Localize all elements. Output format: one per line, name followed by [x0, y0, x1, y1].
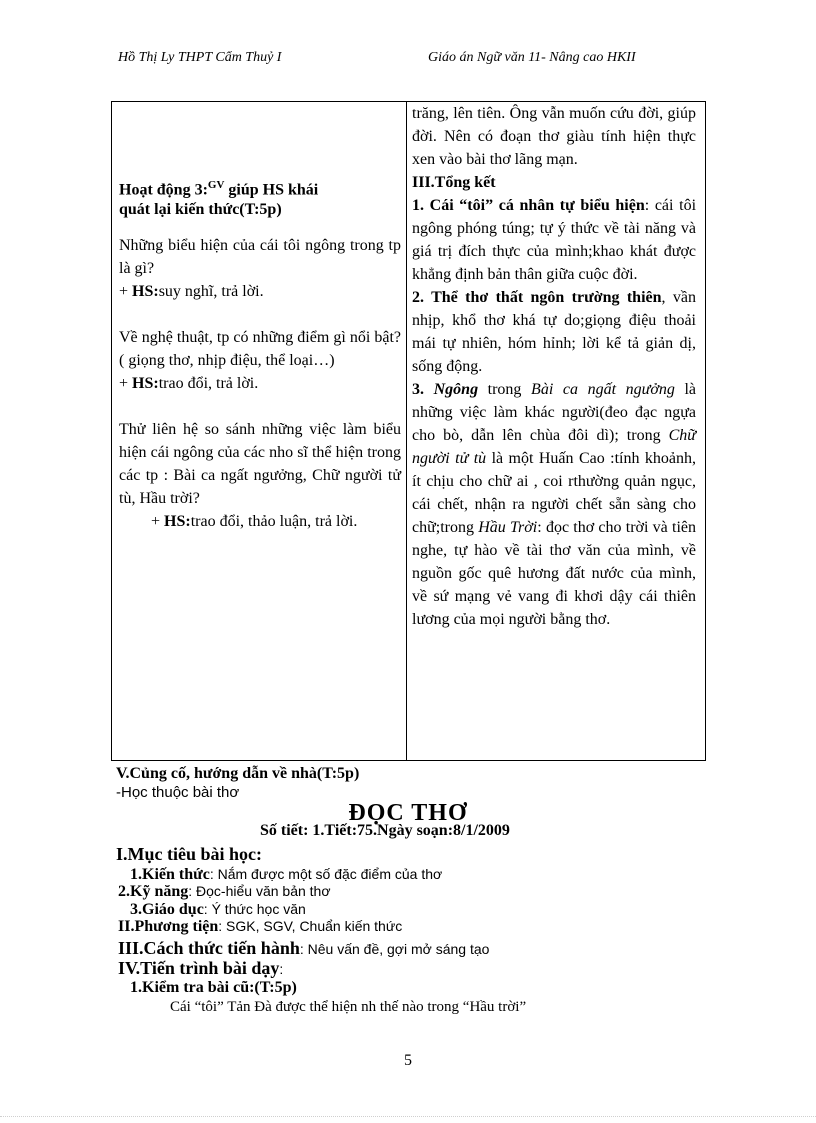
materials-line: II.Phương tiện: SGK, SGV, Chuẩn kiến thức [118, 918, 403, 935]
objective-knowledge: 1.Kiến thức: Nắm được một số đặc điểm của thơ [130, 866, 443, 883]
summary-item-3: 3. Ngông trong Bài ca ngất ngưởng là những việc làm khác người(đeo đạc ngựa cho bò, dẫn lên chùa đôi dì); trong Chữ người tử tù là một Huấn Cao :tính khoảnh, ít chịu cho chữ ai , coi rthường quản ngục, cái chết, nhận ra người chết sẵn sàng cho chữ;trong Hầu Trời: đọc thơ cho trời và tiên nghe, tự hào về tài thơ văn của mình, về nguồn gốc quê hương đất nước của mình, về sứ mạng vẻ vang đi khơi dậy cái thiên lương của mọi người bằng thơ. [412, 381, 697, 628]
summary-item-1: 1. Cái “tôi” cá nhân tự biểu hiện: cái tôi ngông phóng túng; tự ý thức về tài năng và giá trị đích thực của mình;khao khát được khẳng định bản thân giữa cuộc đời. [412, 197, 697, 283]
question-2: Về nghệ thuật, tp có những điểm gì nổi bật?( giọng thơ, nhịp điệu, thể loại…) [119, 329, 401, 370]
question-1: Những biểu hiện của cái tôi ngông trong tp là gì? [119, 237, 401, 278]
objective-skills: 2.Kỹ năng: Đọc-hiểu văn bản thơ [118, 883, 331, 900]
page-bottom-divider [0, 1116, 816, 1117]
objectives-heading: I.Mục tiêu bài học: [116, 844, 262, 864]
methods-line: III.Cách thức tiến hành: Nêu vấn đề, gợi mở sáng tạo [118, 938, 490, 958]
page-number: 5 [404, 1052, 412, 1069]
content-column [407, 102, 705, 760]
homework-check-heading: 1.Kiểm tra bài cũ:(T:5p) [130, 979, 297, 996]
teacher-student-column [112, 102, 407, 760]
summary-heading: III.Tổng kết [412, 174, 496, 191]
activity-heading: Hoạt động 3:$^{GV}$ giúp HS khái quát lại kiến thức(T:5p) [119, 179, 319, 219]
procedure-heading: IV.Tiến trình bài dạy: [118, 958, 284, 978]
answer-2: + HS:trao đổi, trả lời. [119, 375, 259, 393]
objective-education: 3.Giáo dục: Ý thức học văn [130, 901, 306, 918]
lesson-meta: Số tiết: 1.Tiết:75.Ngày soạn:8/1/2009 [260, 822, 510, 839]
lesson-table [111, 101, 706, 761]
header-author: Hồ Thị Ly THPT Cẩm Thuỷ I [118, 50, 282, 65]
section-v-heading: V.Củng cố, hướng dẫn về nhà(T:5p) [116, 765, 360, 782]
answer-1: + HS:suy nghĩ, trả lời. [119, 283, 264, 301]
activity-sup: GV [207, 179, 225, 191]
section-v-body: -Học thuộc bài thơ [116, 784, 240, 801]
lesson-title: ĐỌC THƠ [348, 800, 468, 826]
homework-question: Cái “tôi” Tản Đà được thể hiện nh thế nào trong “Hầu trời” [170, 999, 527, 1015]
question-3: Thử liên hệ so sánh những việc làm biểu hiện cái ngông của các nho sĩ thể hiện trong các tp : Bài ca ngất ngưởng, Chữ người tử tù, Hầu trời? [119, 421, 401, 508]
header-course: Giáo án Ngữ văn 11- Nâng cao HKII [428, 50, 636, 65]
answer-3: + HS:trao đổi, thảo luận, trả lời. [151, 513, 358, 531]
continued-text: trăng, lên tiên. Ông vẫn muốn cứu đời, giúp đời. Nên có đoạn thơ giàu tính hiện thực xen vào bài thơ lãng mạn. [412, 105, 696, 168]
summary-item-2: 2. Thể thơ thất ngôn trường thiên, vần nhịp, khổ thơ khá tự do;giọng điệu thoải mái tự nhiên, hóm hỉnh; lời kể tả giản dị, sống động. [412, 289, 697, 375]
